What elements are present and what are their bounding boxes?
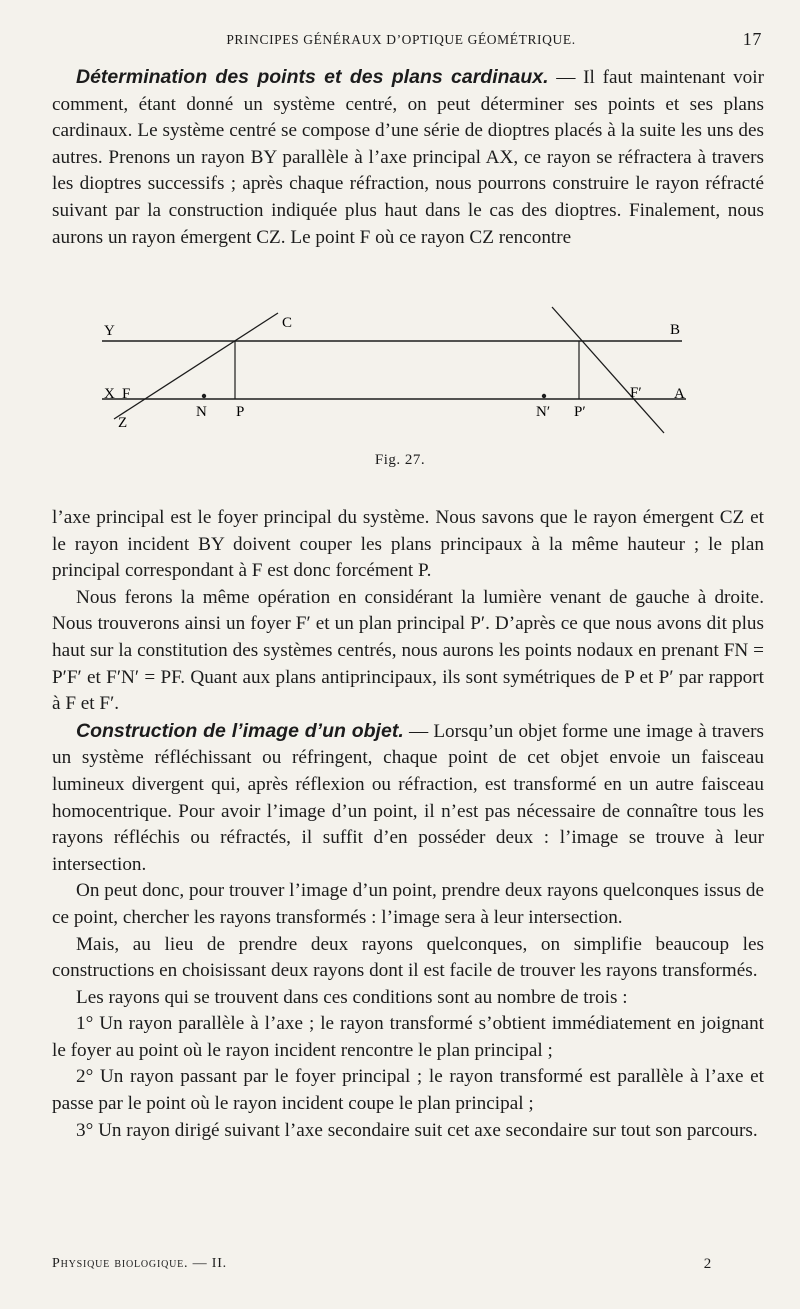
label-P-prime: P′ xyxy=(574,404,586,420)
label-Y: Y xyxy=(104,323,115,339)
figure-27 xyxy=(92,305,702,445)
figure-caption: Fig. 27. xyxy=(374,452,426,468)
label-N: N xyxy=(196,404,207,420)
footer-book-title: Physique biologique. — II. xyxy=(52,1256,227,1271)
paragraph-focal-point: l’axe principal est le foyer principal du système. Nous savons que le rayon émergent CZ et le rayon incident BY doivent couper les plans principaux à la même hauteur ; le plan principal correspondant à F est donc forcément P. xyxy=(52,507,764,582)
nodal-point-N-prime xyxy=(542,394,546,398)
paragraph-two-rays: On peut donc, pour trouver l’image d’un point, prendre deux rayons quelconques issus de ce point, chercher les rayons transformés : l’image sera à leur intersection. xyxy=(52,880,764,928)
paragraph-image-construction xyxy=(52,718,764,879)
section-title-image-construction: Construction de l’image d’un objet. xyxy=(76,719,404,742)
label-X: X xyxy=(104,386,115,402)
list-item-ray-1: 1° Un rayon parallèle à l’axe ; le rayon transformé s’obtient immédiatement en joignant le foyer au point où le rayon incident rencontre le plan principal ; xyxy=(52,1013,764,1061)
paragraph-three-rays: Les rayons qui se trouvent dans ces conditions sont au nombre de trois : xyxy=(76,986,628,1008)
footer-signature: 2 xyxy=(703,1256,712,1272)
running-title: PRINCIPES GÉNÉRAUX D’OPTIQUE GÉOMÉTRIQUE. xyxy=(226,32,576,47)
label-F: F xyxy=(122,386,131,402)
paragraph-nodal-points: Nous ferons la même opération en considérant la lumière venant de gauche à droite. Nous trouverons ainsi un foyer F′ et un plan principal P′. D’après ce que nous avons dit plus haut sur la constitution des systèmes centrés, nous aurons les points nodaux en prenant FN = P′F′ et F′N′ = PF. Quant aux plans antiprincipaux, ils sont symétriques de P et P′ par rapport à F et F′. xyxy=(52,586,764,715)
list-item-ray-2: 2° Un rayon passant par le foyer principal ; le rayon transformé est parallèle à l’axe et passe par le point où le rayon incident coupe le plan principal ; xyxy=(52,1066,764,1115)
label-F-prime: F′ xyxy=(630,385,642,401)
label-B: B xyxy=(670,322,681,338)
page-number: 17 xyxy=(742,29,762,49)
text-block-top xyxy=(52,64,764,251)
nodal-point-N xyxy=(202,394,206,398)
page-footer xyxy=(52,1256,712,1278)
paragraph-cardinal-points xyxy=(52,64,764,251)
optical-diagram xyxy=(92,305,702,445)
text-block-bottom xyxy=(52,505,764,1144)
running-head xyxy=(40,29,762,54)
section-title-cardinal-points: Détermination des points et des plans cardinaux. xyxy=(76,66,549,88)
list-item-ray-3: 3° Un rayon dirigé suivant l’axe secondaire suit cet axe secondaire sur tout son parcours. xyxy=(76,1119,758,1141)
ray-left-to-right xyxy=(552,307,664,433)
label-A: A xyxy=(674,386,685,402)
label-N-prime: N′ xyxy=(536,404,551,420)
paragraph-simplify: Mais, au lieu de prendre deux rayons quelconques, on simplifie beaucoup les constructions en choisissant deux rayons dont il est facile de trouver les rayons transformés. xyxy=(52,933,764,982)
label-Z: Z xyxy=(118,415,128,431)
paragraph-text: — Lorsqu’un objet forme une image à travers un système réfléchissant ou réfringent, chaque point de cet objet envoie un faisceau lumineux divergent qui, après réflexion ou réfraction, est transformé en un autre faisceau homocentrique. Pour avoir l’image d’un point, il n’est pas nécessaire de connaître tous les rayons réfléchis ou réfractés, il suffit d’en posséder deux : l’image se trouve à leur intersection. xyxy=(52,720,764,875)
label-C: C xyxy=(282,315,293,331)
label-P: P xyxy=(236,404,245,420)
paragraph-text: — Il faut maintenant voir comment, étant donné un système centré, on peut déterminer ses points et ses plans cardinaux. Le système centré se compose d’une série de dioptres placés à la suite les uns des autres. Prenons un rayon BY parallèle à l’axe principal AX, ce rayon se réfractera à travers les dioptres successifs ; après chaque réfraction, nous pourrons construire le rayon réfracté suivant par la construction indiquée plus haut dans le cas des dioptres. Finalement, nous aurons un rayon émergent CZ. Le point F où ce rayon CZ rencontre xyxy=(52,67,764,248)
